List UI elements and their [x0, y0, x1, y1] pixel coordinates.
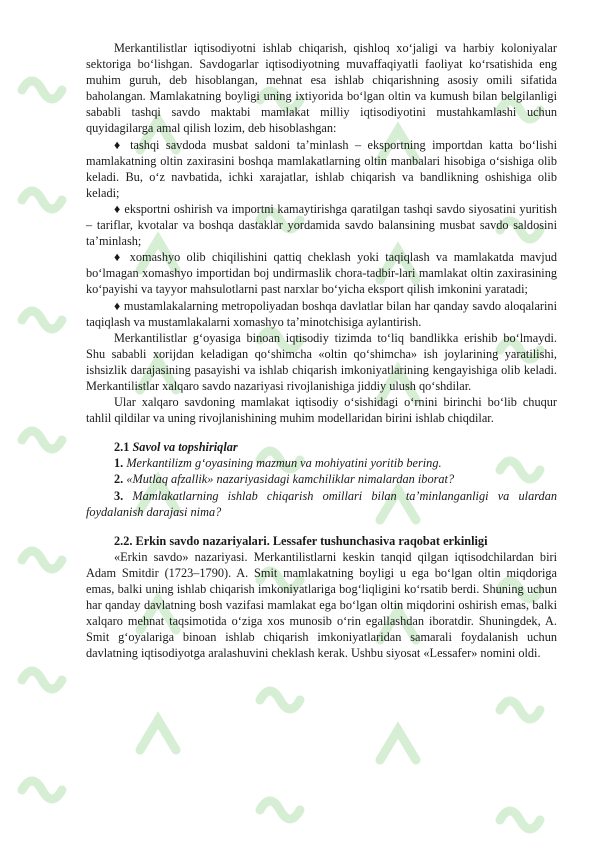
bullet-item: ♦ mustamlakalarning metropoliyadan boshqa davlatlar bilan har qanday savdo aloqalarini taqiqlash va mustamlakalarni xomashyo ta’minotchisiga aylantirish.: [86, 298, 557, 329]
question-text: Merkantilizm g‘oyasining mazmun va mohiyatini yoritib bering.: [126, 456, 442, 471]
bullet-item: ♦ eksportni oshirish va importni kamaytirishga qaratilgan tashqi savdo siyosatini yuritish – tariflar, kvotalar va boshqa dastaklar yordamida savdo balansining musbat savdo saldosini ta’minlash;: [86, 201, 557, 249]
question-item: [86, 455, 557, 471]
question-number: 1.: [114, 456, 124, 471]
paragraph-intro: Merkantilistlar iqtisodiyotni ishlab chiqarish, qishloq xo‘jaligi va harbiy koloniyalar sektoriga bo‘lishgan. Savdogarlar iqtisodiyotning muvaffaqiyatli faoliyat ko‘rsatishida eng muhim guruh, deb hisoblangan, mehnat esa ishlab chiqarishning asosiy omili sifatida baholangan. Mamlakatning boyligi uning ixtiyorida bo‘lgan oltin va kumush bilan belgilanligi sababli tashqi savdo maktabi mamlakat milliy iqtisodiyotini mustahkamlashi uchun quyidagilarga amal qilish lozim, deb hisoblashgan:: [86, 41, 557, 136]
questions-heading-text: Savol va topshiriqlar: [132, 440, 238, 455]
questions-heading-number: 2.1: [114, 440, 130, 455]
question-number: 2.: [114, 472, 124, 487]
question-text: «Mutlaq afzallik» nazariyasidagi kamchiliklar nimalardan iborat?: [126, 472, 455, 487]
bullet-item: ♦ xomashyo olib chiqilishini qattiq cheklash yoki taqiqlash va mamlakatda mavjud bo‘lmagan xomashyo importidan boj undirmaslik chora-tadbir-lari mamlakat oltin zaxirasining ko‘payishi va tayyor mahsulotlarni past narxlar bo‘yicha eksport qilish imkonini yaratadi;: [86, 250, 557, 297]
question-number: 3.: [114, 488, 124, 503]
paragraph-body: Merkantilistlar g‘oyasiga binoan iqtisodiy tizimda to‘liq bandlikka erishib bo‘lmaydi. Shu sababli xorijdan keladigan qo‘shimcha «oltin qo‘shimcha» ish joylarining yaratilishi, ishsizlik darajasining pasayishi va ishlab chiqarish imkoniyatlarining kengayishiga olib keladi. Merkantilistlar xalqaro savdo nazariyasi rivojlanishiga jiddiy ulush qo‘shdilar.: [86, 330, 557, 393]
section-heading: 2.2. Erkin savdo nazariyalari. Lessafer tushunchasiva raqobat erkinligi: [114, 533, 488, 548]
paragraph-body: Ular xalqaro savdoning mamlakat iqtisodiy o‘sishidagi o‘rnini birinchi bo‘lib chuqur tahlil qildilar va uning rivojlanishining muhim modellaridan birini ishlab chiqdilar.: [86, 395, 557, 426]
question-item: [86, 488, 557, 520]
question-text: Mamlakatlarning ishlab chiqarish omillari bilan ta’minlanganligi va ulardan foydalanish darajasi nima?: [86, 488, 557, 519]
bullet-item: ♦ tashqi savdoda musbat saldoni ta’minlash – eksportning importdan katta bo‘lishi mamlakatning oltin zaxirasini boshqa mamlakatlarning oltin manbalari hisobiga o‘sishiga olib keladi. Bu, o‘z navbatida, ichki xarajatlar, ishlab chiqarish va bandlikning oshishiga olib keladi;: [86, 137, 557, 200]
questions-heading: [86, 439, 557, 455]
document-page: [86, 40, 557, 661]
section-paragraph: «Erkin savdo» nazariyasi. Merkantilistlarni keskin tanqid qilgan iqtisodchilardan biri Adam Smitdir (1723–1790). A. Smit mamlakatning boyligi u ega bo‘lgan oltin miqdoriga emas, balki uning ishlab chiqarish imkoniyatlariga bog‘liqligini ko‘rsatib berdi. Shuning uchun har qanday davlatning bosh vazifasi mamlakat ega bo‘lgan oltin miqdorini oshirish emas, balki xalqaro mehnat taqsimotida o‘ziga xos munosib o‘rin egallashdan iboratdir. Shuningdek, A. Smit g‘oyalariga binoan ishlab chiqarish imkoniyatlaridan samarali foydalanish uchun davlatning iqtisodiyotga aralashuvini cheklash kerak. Ushbu siyosat «Lessafer» nomini oldi.: [86, 549, 557, 661]
question-item: [86, 471, 557, 487]
